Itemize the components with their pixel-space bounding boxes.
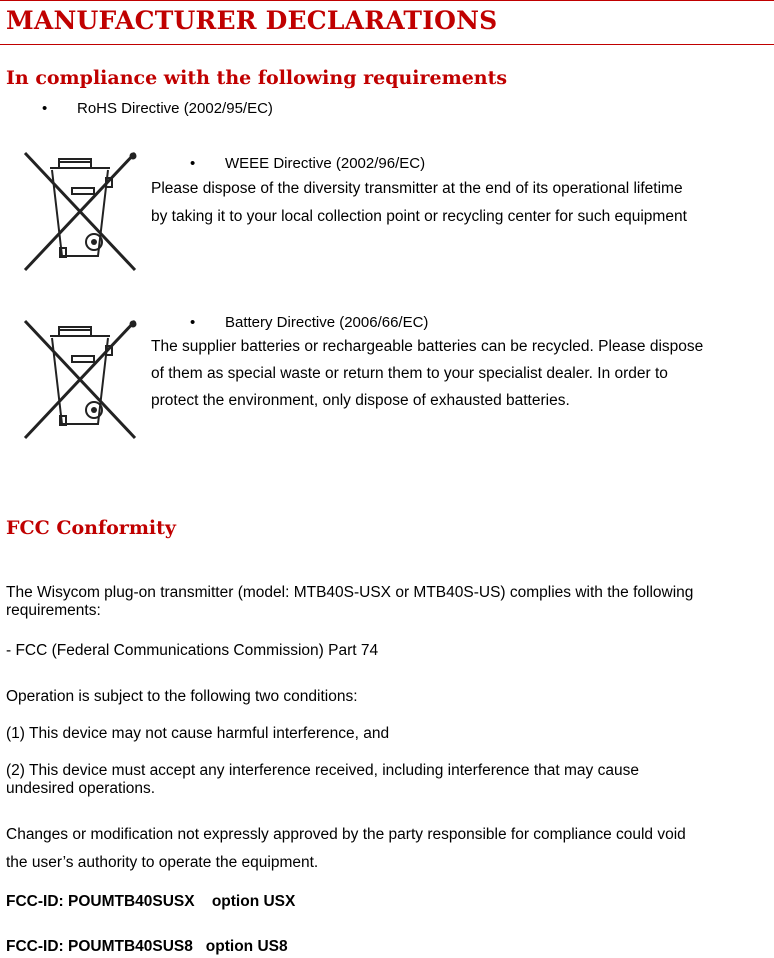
weee-line-1: Please dispose of the diversity transmitter at the end of its operational lifetime [151,180,683,197]
weee-line-2: by taking it to your local collection point or recycling center for such equipment [151,208,687,225]
fcc-id-us8: FCC-ID: POUMTB40SUS8 option US8 [6,938,288,955]
battery-crossed-out-bin-icon [22,318,138,442]
battery-line-2: of them as special waste or return them to your specialist dealer. In order to [151,365,668,382]
fcc-intro [6,584,766,620]
fcc-heading: FCC Conformity [6,517,176,539]
fcc-intro-line-1: The Wisycom plug-on transmitter (model: MTB40S-USX or MTB40S-US) complies with the following [6,584,694,601]
fcc-condition-2-line-1: (2) This device must accept any interference received, including interference that may cause [6,762,639,779]
bullet-dot: • [42,100,48,117]
rohs-label: RoHS Directive (2002/95/EC) [77,100,273,117]
fcc-changes-line-2: the user’s authority to operate the equipment. [6,854,319,871]
weee-label: WEEE Directive (2002/96/EC) [225,155,426,172]
compliance-heading: In compliance with the following requirements [6,67,508,89]
weee-description [151,175,771,231]
bullet-dot: • [190,155,196,172]
battery-line-1: The supplier batteries or rechargeable batteries can be recycled. Please dispose [151,338,704,355]
weee-crossed-out-bin-icon [22,150,138,274]
fcc-id-usx: FCC-ID: POUMTB40SUSX option USX [6,893,296,910]
page-title: MANUFACTURER DECLARATIONS [6,6,498,35]
fcc-condition-2 [6,762,766,798]
fcc-conditions-intro: Operation is subject to the following two conditions: [6,688,358,705]
title-bar [0,0,774,45]
fcc-intro-line-2: requirements: [6,602,101,619]
fcc-condition-2-line-2: undesired operations. [6,780,156,797]
battery-label: Battery Directive (2006/66/EC) [225,314,429,331]
bullet-dot: • [190,314,196,331]
fcc-condition-1: (1) This device may not cause harmful interference, and [6,725,390,742]
fcc-part: - FCC (Federal Communications Commission) Part 74 [6,642,379,659]
battery-description [151,333,771,414]
battery-line-3: protect the environment, only dispose of exhausted batteries. [151,392,570,409]
fcc-changes [6,821,766,877]
fcc-changes-line-1: Changes or modification not expressly approved by the party responsible for compliance could void [6,826,686,843]
